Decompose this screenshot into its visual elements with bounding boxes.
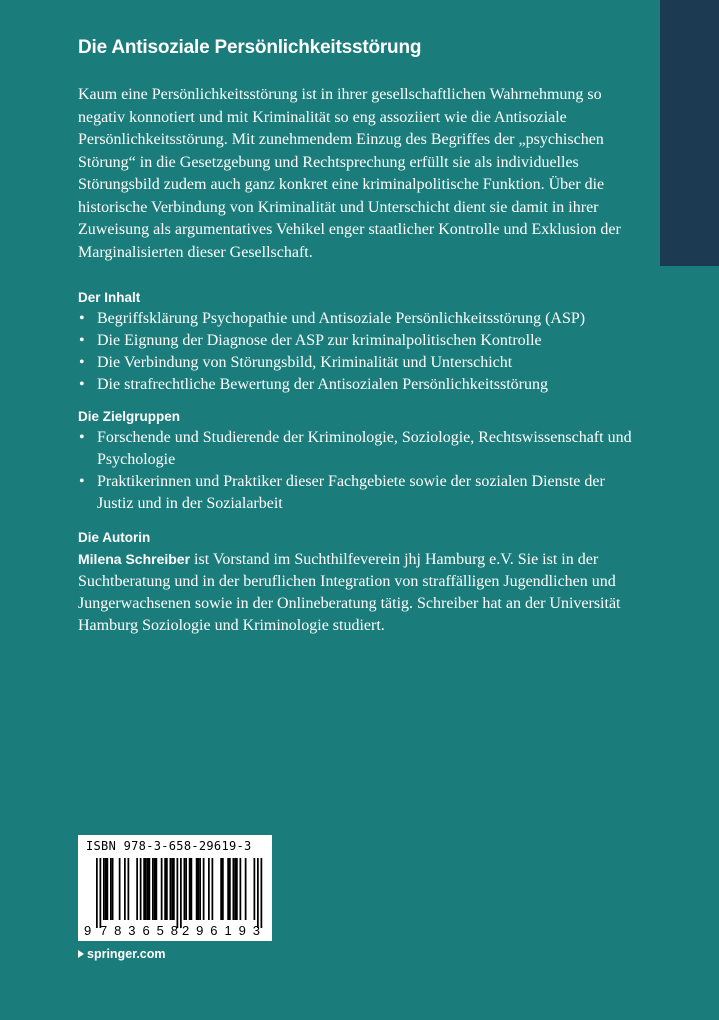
barcode-bar (105, 858, 107, 920)
barcode-bar (170, 858, 172, 920)
arrow-right-icon (78, 950, 84, 958)
ean-left-group: 783658 (100, 923, 178, 938)
list-item (78, 374, 638, 396)
barcode-bar (191, 858, 193, 920)
barcode-bar (254, 858, 256, 920)
barcode-bar (199, 858, 201, 920)
author-bio-text: ist Vorstand im Suchthilfeverein jhj Hamburg e.V. Sie ist in der Suchtberatung und in der beruflichen Integration von straffälligen Jugendlichen und Jungerwachsenen sowie in der Onlineberatung tätig. Schreiber hat an der Universität Hamburg Soziologie und Kriminologie studiert. (78, 551, 621, 634)
barcode-bar (124, 858, 126, 920)
inhalt-list (78, 308, 638, 396)
barcode-bar (161, 858, 163, 920)
barcode-bar (189, 858, 191, 920)
barcode-bar (212, 858, 214, 920)
section-heading-inhalt: Der Inhalt (78, 290, 141, 305)
isbn-label: ISBN 978-3-658-29619-3 (86, 839, 252, 853)
book-title: Die Antisoziale Persönlichkeitsstörung (78, 37, 422, 58)
barcode-bar (240, 858, 242, 920)
barcode-bar (234, 858, 236, 920)
list-item-text: Begriffsklärung Psychopathie und Antisoziale Persönlichkeitsstörung (ASP) (97, 310, 586, 327)
back-cover-content (78, 36, 638, 637)
barcode-bar (229, 858, 231, 920)
author-name: Milena Schreiber (78, 551, 191, 567)
barcode-bar (245, 858, 247, 920)
section-heading-autorin: Die Autorin (78, 530, 151, 545)
list-item-text: Forschende und Studierende der Kriminologie, Soziologie, Rechtswissenschaft und Psychologie (97, 429, 632, 468)
barcode-bars (96, 858, 262, 928)
barcode-guard-bar (177, 858, 179, 928)
intro-paragraph: Kaum eine Persönlichkeitsstörung ist in ihrer gesellschaftlichen Wahrnehmung so negativ konnotiert und mit Kriminalität so eng assoziiert wie die Antisoziale Persönlichkeitsstörung. Mit zunehmendem Einzug des Begriffes der „psychischen Störung“ in die Gesetzgebung und Rechtsprechung erfüllt sie als individuelles Störungsbild zudem auch ganz konkret eine kriminalpolitische Funktion. Über die historische Verbindung von Kriminalität und Unterschicht dient sie damit in ihrer Zuweisung als argumentatives Vehikel enger staatlicher Kontrolle und Exklusion der Marginalisierten dieser Gesellschaft. (78, 86, 621, 261)
section-autorin (78, 529, 638, 637)
barcode-bar (128, 858, 130, 920)
section-heading-zielgruppen: Die Zielgruppen (78, 409, 181, 424)
barcode-bar (185, 858, 187, 920)
list-item (78, 471, 638, 515)
list-item-text: Praktikerinnen und Praktiker dieser Fachgebiete sowie der sozialen Dienste der Justiz und in der Sozialarbeit (97, 473, 605, 512)
list-item-text: Die Eignung der Diagnose der ASP zur kriminalpolitischen Kontrolle (97, 332, 542, 349)
bullet-icon: • (79, 332, 85, 349)
bullet-icon: • (79, 473, 85, 490)
barcode-bar (154, 858, 156, 920)
bullet-icon: • (79, 310, 85, 327)
barcode-guard-bar (96, 858, 98, 928)
barcode-bar (198, 858, 200, 920)
publisher-link-text: springer.com (87, 947, 166, 961)
bullet-icon: • (79, 354, 85, 371)
isbn-barcode (78, 835, 272, 941)
barcode-bar (203, 858, 205, 920)
section-zielgruppen (78, 408, 638, 515)
barcode-bar (143, 858, 145, 920)
barcode-bar (147, 858, 149, 920)
barcode-guard-bar (100, 858, 102, 928)
barcode-bar (184, 858, 186, 920)
barcode-bar (107, 858, 109, 920)
barcode-guard-bar (257, 858, 259, 928)
barcode-bar (227, 858, 229, 920)
barcode-bar (236, 858, 238, 920)
barcode-bar (149, 858, 151, 920)
barcode-bar (136, 858, 138, 920)
list-item-text: Die Verbindung von Störungsbild, Kriminalität und Unterschicht (97, 354, 513, 371)
barcode-bar (152, 858, 154, 920)
ean-first-digit: 9 (84, 923, 92, 938)
side-band (660, 0, 719, 266)
barcode-bar (233, 858, 235, 920)
barcode-guard-bar (261, 858, 263, 928)
barcode-bar (173, 858, 175, 920)
barcode-bar (112, 858, 114, 920)
section-inhalt (78, 289, 638, 396)
barcode-bar (222, 858, 224, 920)
barcode-bar (166, 858, 168, 920)
barcode-bar (110, 858, 112, 920)
barcode-bar (156, 858, 158, 920)
author-bio (78, 548, 638, 637)
barcode-bar (140, 858, 142, 920)
list-item (78, 330, 638, 352)
barcode-bar (103, 858, 105, 920)
barcode-bar (164, 858, 166, 920)
barcode-bar (196, 858, 198, 920)
list-item (78, 427, 638, 471)
barcode-bar (145, 858, 147, 920)
barcode-guard-bar (180, 858, 182, 928)
list-item (78, 352, 638, 374)
barcode-bar (171, 858, 173, 920)
bullet-icon: • (79, 429, 85, 446)
barcode-bar (119, 858, 121, 920)
ean-right-group: 296193 (182, 923, 260, 938)
list-item-text: Die strafrechtliche Bewertung der Antisozialen Persönlichkeitsstörung (97, 376, 548, 393)
zielgruppen-list (78, 427, 638, 515)
barcode-bar (220, 858, 222, 920)
bullet-icon: • (79, 376, 85, 393)
publisher-link[interactable] (78, 947, 166, 961)
barcode-bar (208, 858, 210, 920)
list-item (78, 308, 638, 330)
